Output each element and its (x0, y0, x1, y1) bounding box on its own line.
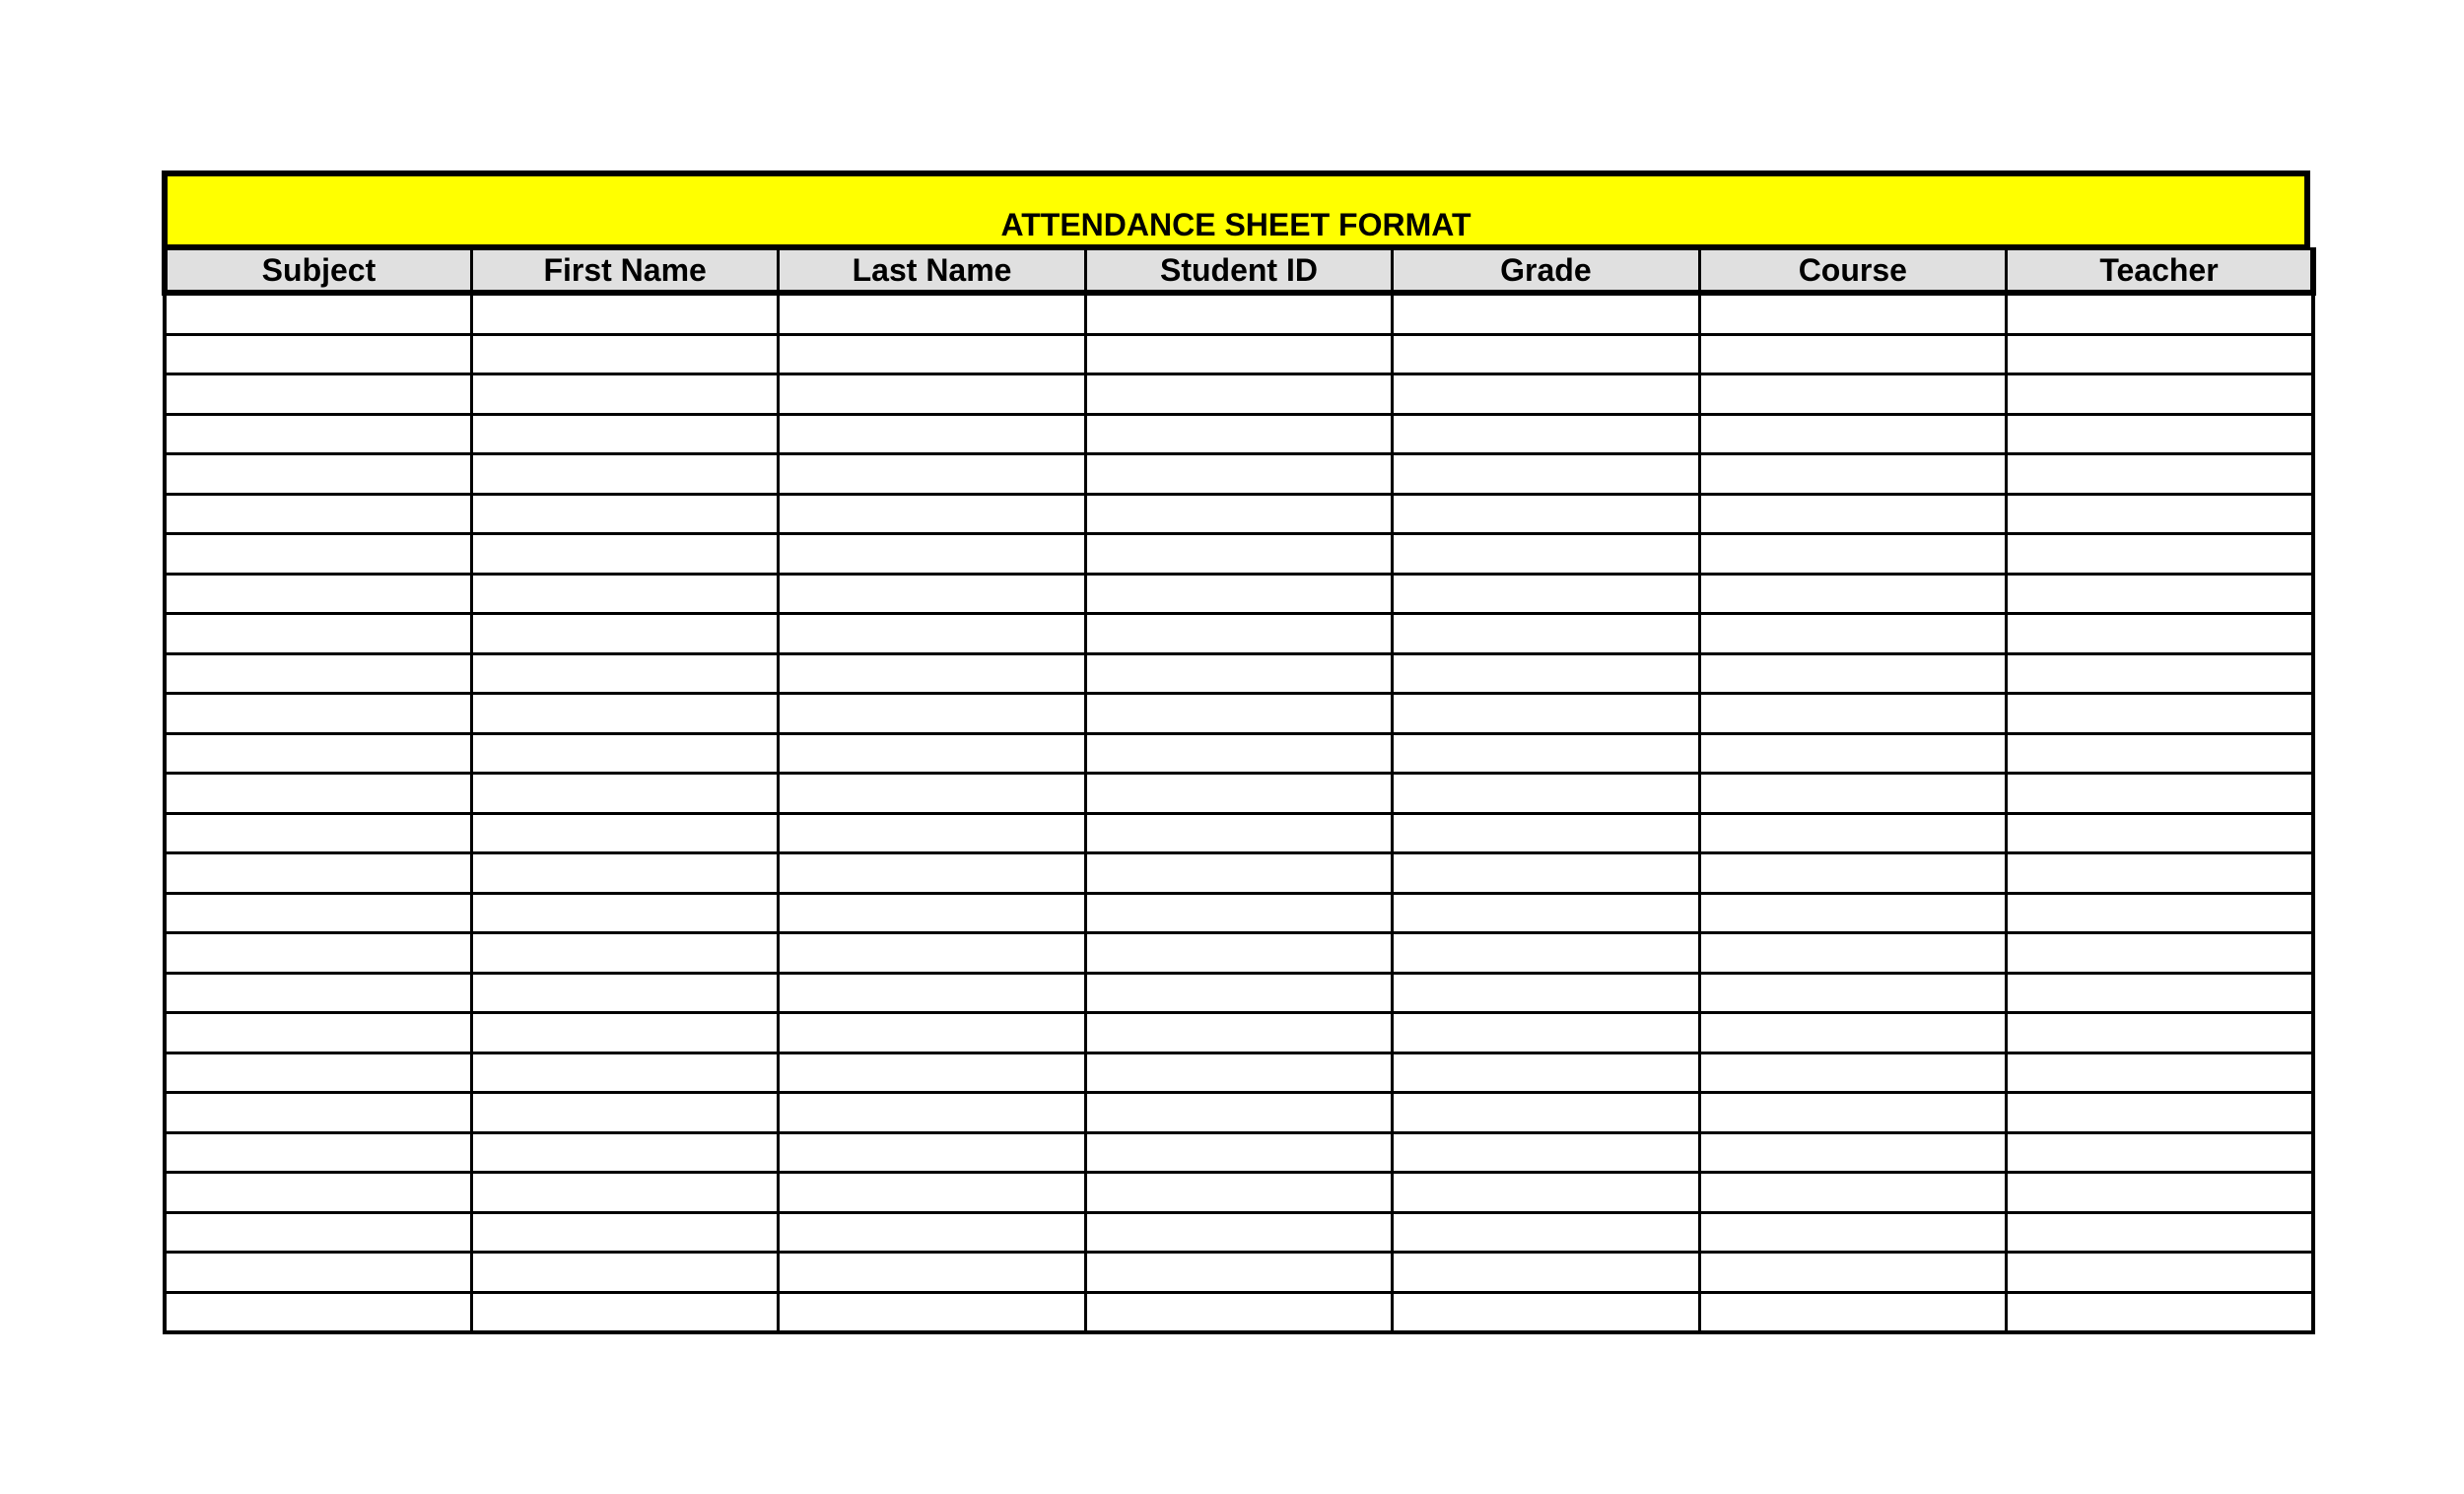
cell-first-name[interactable] (471, 893, 778, 933)
cell-student-id[interactable] (1085, 1132, 1392, 1173)
attendance-table (162, 247, 2316, 1334)
cell-student-id[interactable] (1085, 1053, 1392, 1093)
table-row (165, 893, 2313, 933)
cell-teacher[interactable] (2007, 614, 2313, 654)
cell-subject[interactable] (165, 1212, 471, 1253)
cell-first-name[interactable] (471, 1212, 778, 1253)
cell-teacher[interactable] (2007, 1013, 2313, 1053)
cell-subject[interactable] (165, 774, 471, 814)
column-header-last-name: Last Name (779, 249, 1085, 294)
cell-student-id[interactable] (1085, 1093, 1392, 1133)
cell-student-id[interactable] (1085, 1173, 1392, 1213)
cell-first-name[interactable] (471, 694, 778, 734)
cell-student-id[interactable] (1085, 1013, 1392, 1053)
cell-student-id[interactable] (1085, 414, 1392, 454)
cell-course[interactable] (1699, 494, 2006, 534)
table-row (165, 614, 2313, 654)
cell-grade[interactable] (1393, 1253, 1699, 1293)
cell-grade[interactable] (1393, 454, 1699, 495)
cell-first-name[interactable] (471, 414, 778, 454)
cell-last-name[interactable] (779, 1132, 1085, 1173)
table-row (165, 1173, 2313, 1213)
cell-subject[interactable] (165, 893, 471, 933)
cell-student-id[interactable] (1085, 733, 1392, 774)
cell-last-name[interactable] (779, 414, 1085, 454)
cell-last-name[interactable] (779, 1212, 1085, 1253)
cell-teacher[interactable] (2007, 1173, 2313, 1213)
table-row (165, 1292, 2313, 1332)
cell-first-name[interactable] (471, 494, 778, 534)
cell-grade[interactable] (1393, 534, 1699, 575)
cell-subject[interactable] (165, 414, 471, 454)
cell-first-name[interactable] (471, 293, 778, 334)
cell-last-name[interactable] (779, 293, 1085, 334)
cell-student-id[interactable] (1085, 494, 1392, 534)
cell-student-id[interactable] (1085, 813, 1392, 853)
cell-last-name[interactable] (779, 653, 1085, 694)
cell-last-name[interactable] (779, 933, 1085, 974)
cell-teacher[interactable] (2007, 574, 2313, 614)
cell-course[interactable] (1699, 1013, 2006, 1053)
table-row (165, 1212, 2313, 1253)
table-row (165, 853, 2313, 894)
table-row (165, 334, 2313, 374)
cell-subject[interactable] (165, 454, 471, 495)
cell-first-name[interactable] (471, 534, 778, 575)
cell-first-name[interactable] (471, 374, 778, 415)
cell-last-name[interactable] (779, 813, 1085, 853)
cell-course[interactable] (1699, 813, 2006, 853)
cell-teacher[interactable] (2007, 933, 2313, 974)
cell-grade[interactable] (1393, 853, 1699, 894)
cell-teacher[interactable] (2007, 293, 2313, 334)
cell-subject[interactable] (165, 813, 471, 853)
cell-last-name[interactable] (779, 1013, 1085, 1053)
cell-subject[interactable] (165, 1053, 471, 1093)
cell-student-id[interactable] (1085, 1292, 1392, 1332)
cell-last-name[interactable] (779, 1093, 1085, 1133)
table-row (165, 933, 2313, 974)
cell-grade[interactable] (1393, 973, 1699, 1013)
table-row (165, 973, 2313, 1013)
table-row (165, 574, 2313, 614)
cell-course[interactable] (1699, 293, 2006, 334)
table-row (165, 1053, 2313, 1093)
cell-student-id[interactable] (1085, 534, 1392, 575)
cell-student-id[interactable] (1085, 694, 1392, 734)
cell-last-name[interactable] (779, 574, 1085, 614)
cell-course[interactable] (1699, 1212, 2006, 1253)
cell-grade[interactable] (1393, 1013, 1699, 1053)
attendance-sheet (162, 170, 2310, 1334)
cell-teacher[interactable] (2007, 813, 2313, 853)
table-row (165, 733, 2313, 774)
cell-course[interactable] (1699, 1292, 2006, 1332)
cell-first-name[interactable] (471, 334, 778, 374)
sheet-title: ATTENDANCE SHEET FORMAT (1000, 207, 1472, 242)
cell-subject[interactable] (165, 574, 471, 614)
table-row (165, 293, 2313, 334)
cell-course[interactable] (1699, 374, 2006, 415)
cell-first-name[interactable] (471, 1053, 778, 1093)
table-row (165, 813, 2313, 853)
table-body (165, 293, 2313, 1332)
cell-course[interactable] (1699, 454, 2006, 495)
column-header-first-name: First Name (471, 249, 778, 294)
column-header-subject: Subject (165, 249, 471, 294)
cell-teacher[interactable] (2007, 1053, 2313, 1093)
cell-first-name[interactable] (471, 1093, 778, 1133)
cell-student-id[interactable] (1085, 973, 1392, 1013)
cell-student-id[interactable] (1085, 893, 1392, 933)
cell-last-name[interactable] (779, 334, 1085, 374)
cell-teacher[interactable] (2007, 1093, 2313, 1133)
cell-course[interactable] (1699, 614, 2006, 654)
table-row (165, 374, 2313, 415)
cell-student-id[interactable] (1085, 454, 1392, 495)
cell-first-name[interactable] (471, 1253, 778, 1293)
cell-course[interactable] (1699, 334, 2006, 374)
cell-grade[interactable] (1393, 414, 1699, 454)
cell-teacher[interactable] (2007, 1212, 2313, 1253)
cell-grade[interactable] (1393, 1093, 1699, 1133)
cell-course[interactable] (1699, 933, 2006, 974)
cell-last-name[interactable] (779, 1253, 1085, 1293)
cell-teacher[interactable] (2007, 1292, 2313, 1332)
cell-first-name[interactable] (471, 813, 778, 853)
cell-course[interactable] (1699, 893, 2006, 933)
cell-last-name[interactable] (779, 1292, 1085, 1332)
cell-last-name[interactable] (779, 853, 1085, 894)
cell-grade[interactable] (1393, 1053, 1699, 1093)
cell-teacher[interactable] (2007, 694, 2313, 734)
cell-teacher[interactable] (2007, 334, 2313, 374)
cell-subject[interactable] (165, 374, 471, 415)
cell-teacher[interactable] (2007, 454, 2313, 495)
cell-grade[interactable] (1393, 733, 1699, 774)
cell-grade[interactable] (1393, 494, 1699, 534)
cell-first-name[interactable] (471, 733, 778, 774)
cell-subject[interactable] (165, 1093, 471, 1133)
cell-subject[interactable] (165, 1132, 471, 1173)
cell-student-id[interactable] (1085, 614, 1392, 654)
cell-subject[interactable] (165, 293, 471, 334)
cell-last-name[interactable] (779, 534, 1085, 575)
cell-last-name[interactable] (779, 733, 1085, 774)
cell-course[interactable] (1699, 733, 2006, 774)
cell-first-name[interactable] (471, 1013, 778, 1053)
cell-course[interactable] (1699, 1053, 2006, 1093)
cell-course[interactable] (1699, 414, 2006, 454)
table-row (165, 1132, 2313, 1173)
cell-subject[interactable] (165, 973, 471, 1013)
cell-grade[interactable] (1393, 1212, 1699, 1253)
cell-grade[interactable] (1393, 334, 1699, 374)
cell-grade[interactable] (1393, 694, 1699, 734)
cell-course[interactable] (1699, 574, 2006, 614)
cell-course[interactable] (1699, 1093, 2006, 1133)
table-row (165, 1253, 2313, 1293)
table-row (165, 653, 2313, 694)
cell-grade[interactable] (1393, 893, 1699, 933)
cell-grade[interactable] (1393, 374, 1699, 415)
column-header-teacher: Teacher (2007, 249, 2313, 294)
cell-subject[interactable] (165, 334, 471, 374)
column-header-student-id: Student ID (1085, 249, 1392, 294)
cell-student-id[interactable] (1085, 774, 1392, 814)
table-row (165, 414, 2313, 454)
cell-last-name[interactable] (779, 694, 1085, 734)
cell-course[interactable] (1699, 1173, 2006, 1213)
cell-subject[interactable] (165, 694, 471, 734)
cell-last-name[interactable] (779, 893, 1085, 933)
cell-grade[interactable] (1393, 1132, 1699, 1173)
cell-student-id[interactable] (1085, 1253, 1392, 1293)
header-row (165, 249, 2313, 294)
cell-subject[interactable] (165, 733, 471, 774)
cell-teacher[interactable] (2007, 853, 2313, 894)
cell-last-name[interactable] (779, 1173, 1085, 1213)
cell-student-id[interactable] (1085, 374, 1392, 415)
cell-first-name[interactable] (471, 774, 778, 814)
cell-last-name[interactable] (779, 973, 1085, 1013)
table-row (165, 774, 2313, 814)
cell-student-id[interactable] (1085, 853, 1392, 894)
cell-student-id[interactable] (1085, 1212, 1392, 1253)
cell-teacher[interactable] (2007, 893, 2313, 933)
sheet-title-bar (162, 170, 2310, 247)
cell-subject[interactable] (165, 614, 471, 654)
cell-subject[interactable] (165, 534, 471, 575)
cell-student-id[interactable] (1085, 933, 1392, 974)
cell-grade[interactable] (1393, 614, 1699, 654)
table-row (165, 534, 2313, 575)
cell-course[interactable] (1699, 973, 2006, 1013)
cell-subject[interactable] (165, 494, 471, 534)
cell-first-name[interactable] (471, 1292, 778, 1332)
cell-grade[interactable] (1393, 293, 1699, 334)
cell-subject[interactable] (165, 1253, 471, 1293)
cell-first-name[interactable] (471, 574, 778, 614)
cell-last-name[interactable] (779, 454, 1085, 495)
cell-last-name[interactable] (779, 614, 1085, 654)
cell-first-name[interactable] (471, 973, 778, 1013)
table-row (165, 1013, 2313, 1053)
cell-course[interactable] (1699, 653, 2006, 694)
cell-student-id[interactable] (1085, 293, 1392, 334)
column-header-course: Course (1699, 249, 2006, 294)
cell-subject[interactable] (165, 1013, 471, 1053)
cell-first-name[interactable] (471, 653, 778, 694)
cell-course[interactable] (1699, 853, 2006, 894)
cell-student-id[interactable] (1085, 334, 1392, 374)
cell-teacher[interactable] (2007, 374, 2313, 415)
cell-first-name[interactable] (471, 454, 778, 495)
cell-last-name[interactable] (779, 1053, 1085, 1093)
cell-last-name[interactable] (779, 774, 1085, 814)
cell-subject[interactable] (165, 1173, 471, 1213)
cell-grade[interactable] (1393, 1173, 1699, 1213)
cell-last-name[interactable] (779, 374, 1085, 415)
cell-grade[interactable] (1393, 813, 1699, 853)
cell-course[interactable] (1699, 534, 2006, 575)
cell-course[interactable] (1699, 1253, 2006, 1293)
cell-student-id[interactable] (1085, 574, 1392, 614)
cell-first-name[interactable] (471, 853, 778, 894)
cell-subject[interactable] (165, 853, 471, 894)
cell-teacher[interactable] (2007, 1253, 2313, 1293)
cell-grade[interactable] (1393, 1292, 1699, 1332)
cell-first-name[interactable] (471, 1173, 778, 1213)
cell-student-id[interactable] (1085, 653, 1392, 694)
cell-teacher[interactable] (2007, 414, 2313, 454)
cell-course[interactable] (1699, 694, 2006, 734)
table-row (165, 694, 2313, 734)
cell-teacher[interactable] (2007, 733, 2313, 774)
table-row (165, 454, 2313, 495)
cell-grade[interactable] (1393, 933, 1699, 974)
cell-subject[interactable] (165, 1292, 471, 1332)
cell-subject[interactable] (165, 933, 471, 974)
cell-grade[interactable] (1393, 653, 1699, 694)
cell-first-name[interactable] (471, 1132, 778, 1173)
cell-course[interactable] (1699, 774, 2006, 814)
cell-teacher[interactable] (2007, 534, 2313, 575)
cell-first-name[interactable] (471, 933, 778, 974)
cell-last-name[interactable] (779, 494, 1085, 534)
cell-teacher[interactable] (2007, 1132, 2313, 1173)
table-row (165, 494, 2313, 534)
cell-first-name[interactable] (471, 614, 778, 654)
cell-teacher[interactable] (2007, 774, 2313, 814)
table-row (165, 1093, 2313, 1133)
cell-grade[interactable] (1393, 574, 1699, 614)
cell-course[interactable] (1699, 1132, 2006, 1173)
column-header-grade: Grade (1393, 249, 1699, 294)
cell-subject[interactable] (165, 653, 471, 694)
cell-teacher[interactable] (2007, 653, 2313, 694)
cell-teacher[interactable] (2007, 494, 2313, 534)
cell-teacher[interactable] (2007, 973, 2313, 1013)
cell-grade[interactable] (1393, 774, 1699, 814)
